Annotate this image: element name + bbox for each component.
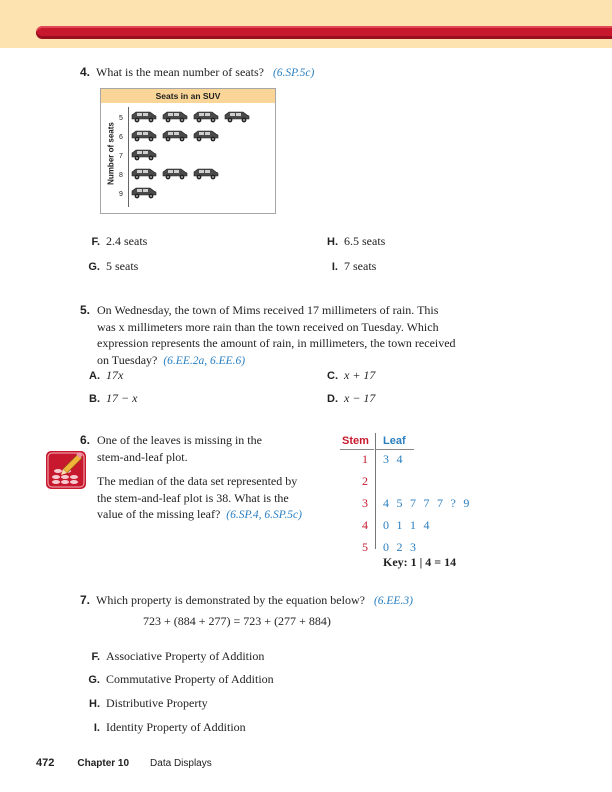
- stem-value: 4: [362, 518, 368, 532]
- row-label: 9: [119, 190, 123, 198]
- question-5-prompt: 5. On Wednesday, the town of Mims received 17 millimeters of rain. This was x millimeters more rain than the town received on Tuesday. Which expression represents the amount of rain, in millimeters, the town received on Tuesday? (6.EE.2a, 6.EE.6): [80, 302, 550, 369]
- suv-icon: [158, 167, 189, 184]
- choice-A[interactable]: A. 17x: [89, 368, 124, 382]
- choice-I[interactable]: I. 7 seats: [331, 259, 377, 273]
- question-6-prompt: 6. One of the leaves is missing in the stem-and-leaf plot. The median of the data set represented by the stem-and-leaf plot is 38. What is the value of the missing leaf? (6.SP.4, 6.SP.5c): [80, 433, 302, 521]
- stem-leaf-divider: [375, 433, 376, 549]
- row-label: 5: [119, 114, 123, 122]
- choice-F[interactable]: F. 2.4 seats: [91, 234, 148, 248]
- footer: [36, 755, 212, 770]
- chapter-label: Chapter 10: [77, 758, 130, 769]
- choice-I-q7[interactable]: I. Identity Property of Addition: [93, 720, 246, 734]
- standard-code: (6.SP.4, 6.SP.5c): [226, 509, 302, 521]
- choice-G-q7[interactable]: G. Commutative Property of Addition: [88, 672, 274, 686]
- choice-B[interactable]: B. 17 − x: [89, 391, 138, 405]
- graph-row: [119, 185, 158, 203]
- suv-icon: [189, 167, 220, 184]
- question-4-prompt: 4. What is the mean number of seats? (6.SP.5c): [80, 65, 315, 79]
- header-band: [0, 0, 612, 48]
- stem-underline: [340, 449, 374, 450]
- stem-value: 2: [362, 474, 368, 488]
- graph-row: [119, 166, 220, 184]
- leaf-values: 4 5 7 7 7 ? 9: [383, 496, 470, 510]
- leaf-header: Leaf: [383, 435, 406, 447]
- stem-value: 3: [362, 496, 368, 510]
- suv-icon: [189, 110, 220, 127]
- graph-ylabel: Number of seats: [106, 122, 116, 185]
- choice-H[interactable]: H. 6.5 seats: [327, 234, 386, 248]
- row-label: 6: [119, 133, 123, 141]
- leaf-underline: [376, 449, 414, 450]
- q5-line-1: On Wednesday, the town of Mims received 17 millimeters of rain. This: [97, 303, 439, 317]
- chapter-title: Data Displays: [150, 758, 212, 769]
- equation: 723 + (884 + 277) = 723 + (277 + 884): [143, 614, 331, 628]
- stem-value: 1: [362, 452, 368, 466]
- plot-key: Key: 1 | 4 = 14: [383, 555, 457, 569]
- q5-line-2: was x millimeters more rain than the town received on Tuesday. Which: [97, 319, 439, 334]
- row-label: 7: [119, 152, 123, 160]
- choice-D[interactable]: D. x − 17: [327, 391, 376, 405]
- suv-icon: [127, 186, 158, 203]
- picture-graph: [100, 88, 276, 214]
- suv-icon: [220, 110, 251, 127]
- graph-row: [119, 109, 251, 127]
- leaf-values: 0 1 1 4: [383, 518, 430, 532]
- stem-header: Stem: [342, 435, 369, 447]
- standard-code: (6.SP.5c): [272, 67, 315, 79]
- graph-title: Seats in an SUV: [101, 89, 275, 103]
- leaf-values: 3 4: [383, 452, 403, 466]
- header-red-bar: [36, 26, 612, 39]
- stem-value: 5: [362, 540, 368, 554]
- suv-icon: [127, 148, 158, 165]
- stem-and-leaf-plot: [340, 433, 480, 573]
- suv-icon: [189, 129, 220, 146]
- graph-row: [119, 147, 158, 165]
- q5-line-4: on Tuesday?: [97, 352, 158, 367]
- standard-code: (6.EE.2a, 6.EE.6): [163, 354, 246, 367]
- row-label: 8: [119, 171, 123, 179]
- page-number: 472: [36, 757, 55, 769]
- choice-C[interactable]: C. x + 17: [327, 368, 376, 382]
- leaf-values: 0 2 3: [383, 540, 417, 554]
- suv-icon: [127, 129, 158, 146]
- suv-icon: [158, 110, 189, 127]
- suv-icon: [158, 129, 189, 146]
- choice-H-q7[interactable]: H. Distributive Property: [89, 696, 208, 710]
- choice-F-q7[interactable]: F. Associative Property of Addition: [91, 649, 265, 663]
- suv-icon: [127, 167, 158, 184]
- q5-line-3: expression represents the amount of rain, in millimeters, the town received: [97, 336, 456, 350]
- choice-G[interactable]: G. 5 seats: [88, 259, 139, 273]
- suv-icon: [127, 110, 158, 127]
- graph-row: [119, 128, 220, 146]
- standard-code: (6.EE.3): [373, 595, 413, 607]
- question-7-prompt: 7. Which property is demonstrated by the equation below? (6.EE.3): [80, 593, 413, 607]
